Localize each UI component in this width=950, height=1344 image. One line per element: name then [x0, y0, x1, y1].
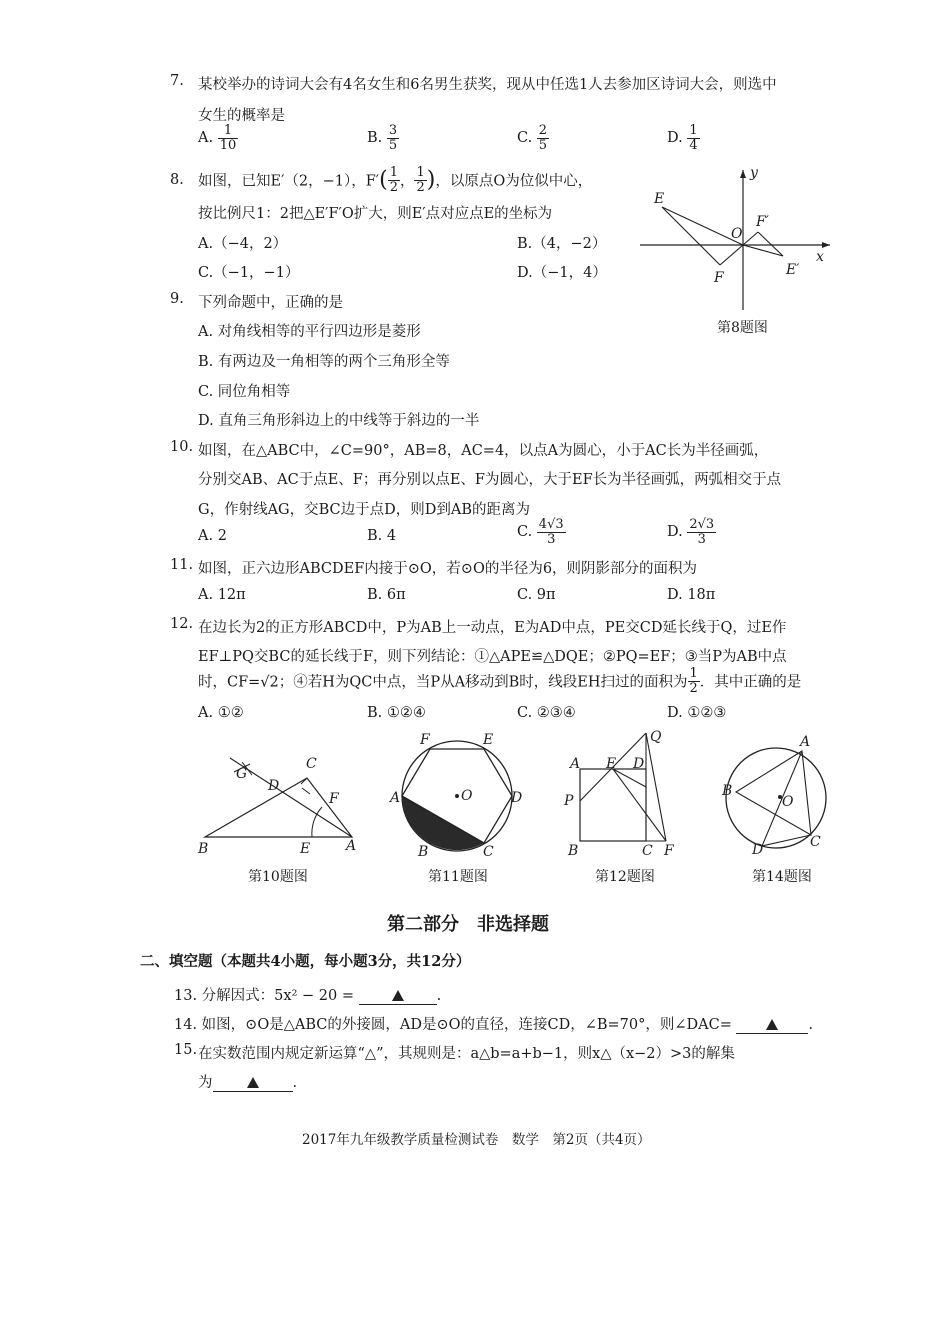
caption-10: 第10题图: [248, 869, 308, 885]
q9-option-a: A. 对角线相等的平行四边形是菱形: [198, 324, 421, 340]
label-Q: Q: [650, 729, 662, 745]
q7-stem-line1: 某校举办的诗词大会有4名女生和6名男生获奖，现从中任选1人去参加区诗词大会，则选中: [198, 77, 777, 93]
q14-number: 14.: [174, 1017, 198, 1033]
q8-figure: [640, 165, 840, 315]
caption-11: 第11题图: [428, 869, 488, 885]
triangle-marker-icon: [247, 1077, 259, 1088]
label-O: O: [731, 226, 743, 242]
label-E: E: [606, 756, 617, 772]
figure-10: [190, 750, 370, 860]
q11-number: 11.: [170, 557, 194, 573]
figure-11: [385, 732, 535, 860]
q8-option-a: A.（−4，2）: [198, 236, 288, 252]
q10-option-d: D. $\frac{2√3}{3}$: [667, 517, 715, 547]
q12-number: 12.: [170, 616, 194, 632]
q10-number: 10.: [170, 439, 194, 455]
q8-option-d: D.（−1，4）: [517, 265, 607, 281]
label-O: O: [782, 794, 794, 810]
q14-line: 14. 如图，⊙O是△ABC的外接圆，AD是⊙O的直径，连接CD，∠B=70°，则∠DAC= .: [174, 1017, 814, 1033]
label-F-prime: F′: [756, 214, 769, 230]
q15-stem-line1: 在实数范围内规定新运算“△”，其规则是：a△b=a+b−1，则x△（x−2）>3的解集: [198, 1046, 735, 1062]
answer-blank[interactable]: [359, 988, 437, 1005]
figure-14: [718, 732, 833, 857]
q11-option-a: A. 12π: [198, 587, 246, 603]
q10-stem-line3: G，作射线AG，交BC边于点D，则D到AB的距离为: [198, 502, 531, 518]
q10-stem-line1: 如图，在△ABC中，∠C=90°，AB=8，AC=4，以点A为圆心，小于AC长为半径画弧，: [198, 443, 769, 459]
x-axis-arrow: [822, 242, 830, 248]
label-x: x: [816, 249, 824, 265]
triangle-abc: [736, 751, 811, 835]
q12-option-d: D. ①②③: [667, 705, 727, 721]
q9-number: 9.: [170, 291, 184, 307]
q7-option-c: C. $\frac{2}{5}$: [517, 123, 548, 153]
label-D: D: [752, 842, 764, 858]
q15-line2: 为 .: [198, 1075, 298, 1091]
label-B: B: [418, 844, 429, 860]
figure-12: [560, 725, 690, 860]
label-A: A: [800, 734, 811, 750]
q11-option-c: C. 9π: [517, 587, 556, 603]
label-C: C: [483, 844, 494, 860]
label-E: E: [483, 732, 494, 748]
label-C: C: [306, 756, 317, 772]
q13-number: 13.: [174, 988, 198, 1004]
label-D: D: [268, 778, 280, 794]
shaded-region: [402, 796, 484, 850]
label-F: F: [420, 732, 430, 748]
label-E-prime: E′: [786, 262, 800, 278]
q9-option-c: C. 同位角相等: [198, 384, 291, 400]
q10-stem-line2: 分别交AB、AC于点E、F；再分别以点E、F为圆心，大于EF长为半径画弧，两弧相交于点: [198, 472, 782, 488]
label-D: D: [633, 756, 645, 772]
q9-option-d: D. 直角三角形斜边上的中线等于斜边的一半: [198, 413, 480, 429]
page-footer: 2017年九年级教学质量检测试卷 数学 第2页（共4页）: [302, 1132, 651, 1148]
label-A: A: [570, 756, 581, 772]
q12-option-c: C. ②③④: [517, 705, 576, 721]
q9-option-b: B. 有两边及一角相等的两个三角形全等: [198, 354, 450, 370]
label-F: F: [329, 791, 339, 807]
q13-line: 13. 分解因式：5x² − 20 = .: [174, 988, 442, 1004]
triangle-marker-icon: [766, 1019, 778, 1030]
part2-title: 第二部分 非选择题: [387, 914, 549, 935]
q7-option-a: A. $\frac{1}{10}$: [198, 123, 237, 153]
q7-stem-line2: 女生的概率是: [198, 108, 285, 124]
y-axis-arrow: [740, 170, 746, 178]
q12-stem-line1: 在边长为2的正方形ABCD中，P为AB上一动点，E为AD中点，PE交CD延长线于Q，过E作: [198, 620, 787, 636]
section-fill-blank: 二、填空题（本题共4小题，每小题3分，共12分）: [140, 953, 471, 970]
q15-number: 15.: [174, 1042, 198, 1058]
q10-option-a: A. 2: [198, 528, 227, 544]
q8-option-b: B.（4，−2）: [517, 236, 607, 252]
answer-blank[interactable]: [736, 1017, 808, 1034]
label-F: F: [664, 843, 674, 859]
label-D: D: [511, 790, 523, 806]
q11-stem: 如图，正六边形ABCDEF内接于⊙O，若⊙O的半径为6，则阴影部分的面积为: [198, 561, 698, 577]
label-P: P: [564, 793, 574, 809]
label-C: C: [810, 834, 821, 850]
triangle-marker-icon: [392, 990, 404, 1001]
q11-option-d: D. 18π: [667, 587, 716, 603]
q12-option-b: B. ①②④: [367, 705, 426, 721]
q8-number: 8.: [170, 172, 184, 188]
q14-stem: 如图，⊙O是△ABC的外接圆，AD是⊙O的直径，连接CD，∠B=70°，则∠DAC=: [201, 1017, 732, 1033]
label-B: B: [722, 783, 733, 799]
caption-14: 第14题图: [752, 869, 812, 885]
q10-option-c: C. $\frac{4√3}{3}$: [517, 517, 564, 547]
caption-12: 第12题图: [595, 869, 655, 885]
q7-number: 7.: [170, 73, 184, 89]
label-B: B: [568, 843, 579, 859]
q8-stem-line2: 按比例尺1：2把△E′F′O扩大，则E′点对应点E的坐标为: [198, 206, 553, 222]
q12-stem-line2: EF⊥PQ交BC的延长线于F，则下列结论：①△APE≌△DQE；②PQ=EF；③当P为AB中点: [198, 649, 787, 665]
label-A: A: [346, 838, 357, 854]
label-F: F: [714, 270, 724, 286]
square-abcd: [580, 769, 646, 841]
label-A: A: [390, 790, 401, 806]
q13-stem: 分解因式：5x² − 20 =: [201, 988, 354, 1004]
q7-option-d: D. $\frac{1}{4}$: [667, 123, 698, 153]
q11-option-b: B. 6π: [367, 587, 406, 603]
q9-stem: 下列命题中，正确的是: [198, 295, 343, 311]
q12-stem-line3: 时，CF=√2；④若H为QC中点，当P从A移动到B时，线段EH扫过的面积为 $\frac{1}{2}$ ．其中正确的是: [198, 666, 802, 696]
label-C: C: [642, 843, 653, 859]
answer-blank[interactable]: [213, 1075, 293, 1092]
label-E: E: [300, 841, 311, 857]
label-G: G: [236, 766, 248, 782]
q8-option-c: C.（−1，−1）: [198, 265, 300, 281]
label-E: E: [654, 191, 665, 207]
label-y: y: [750, 165, 758, 181]
q7-option-b: B. $\frac{3}{5}$: [367, 123, 398, 153]
q8-caption: 第8题图: [717, 320, 768, 336]
label-O: O: [461, 788, 473, 804]
q8-stem-line1: 如图，已知E′（2，−1），F′( $\frac{1}{2}$ ， $\frac{1}{2}$ )，以原点O为位似中心，: [198, 165, 593, 195]
label-B: B: [198, 841, 209, 857]
q10-option-b: B. 4: [367, 528, 397, 544]
q12-option-a: A. ①②: [198, 705, 244, 721]
